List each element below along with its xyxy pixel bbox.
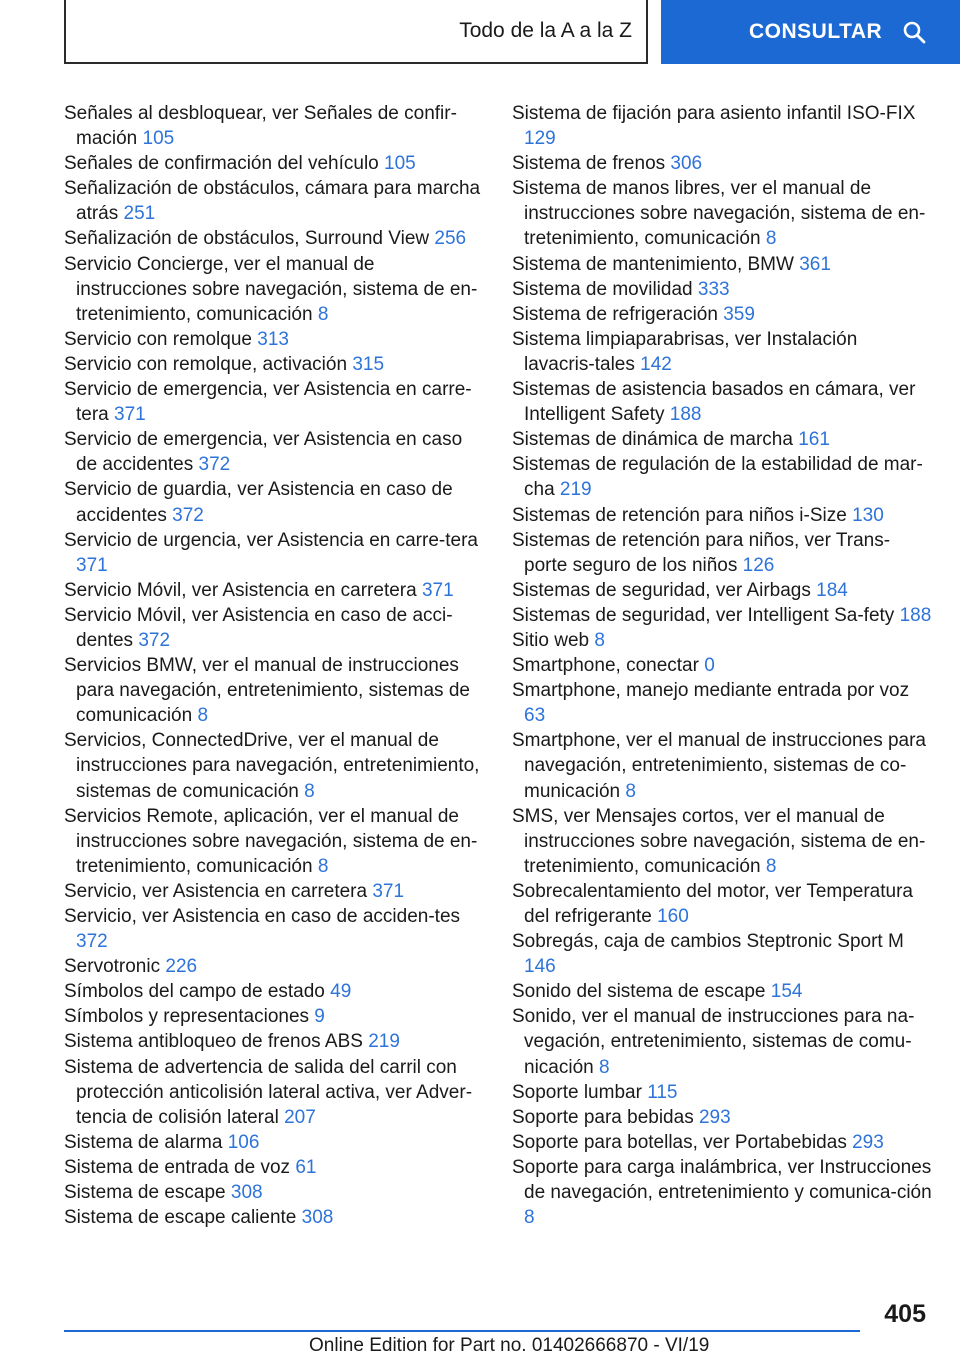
index-entry-text: Servicios, ConnectedDrive, ver el manual de instrucciones para navegación, entretenimiento, sistemas de comunicación bbox=[64, 730, 480, 802]
index-page-link[interactable]: 61 bbox=[295, 1156, 317, 1178]
index-entry-text: Soporte para botellas, ver Portabebidas bbox=[512, 1131, 847, 1153]
index-page-link[interactable]: 105 bbox=[384, 153, 416, 175]
index-page-link[interactable]: 306 bbox=[670, 153, 703, 175]
index-entry bbox=[512, 377, 932, 427]
index-entry-text: Sistema de escape caliente bbox=[64, 1207, 297, 1229]
index-entry-text: SMS, ver Mensajes cortos, ver el manual de instrucciones sobre navegación, sistema de en‐tretenimiento, comunicación bbox=[512, 805, 926, 877]
index-entry bbox=[64, 176, 482, 226]
index-page-link[interactable]: 293 bbox=[852, 1131, 884, 1153]
footer-edition-text: Online Edition for Part no. 01402666870 - VI/19 bbox=[309, 1335, 710, 1356]
index-entry bbox=[512, 252, 932, 277]
index-entry-text: Sistema de mantenimiento, BMW bbox=[512, 253, 794, 275]
index-entry bbox=[64, 427, 482, 477]
index-entry bbox=[512, 728, 932, 803]
index-page-link[interactable]: 8 bbox=[625, 780, 636, 802]
page-number: 405 bbox=[884, 1300, 926, 1328]
index-entry bbox=[512, 678, 932, 728]
index-page-link[interactable]: 8 bbox=[599, 1056, 610, 1078]
index-page-link[interactable]: 105 bbox=[142, 128, 175, 150]
index-page-link[interactable]: 129 bbox=[524, 128, 556, 150]
index-entry-text: Sobrecalentamiento del motor, ver Temperatura del refrigerante bbox=[512, 880, 913, 927]
index-entry-text: Sistema de refrigeración bbox=[512, 303, 718, 325]
index-page-link[interactable]: 308 bbox=[230, 1182, 263, 1204]
index-page-link[interactable]: 8 bbox=[524, 1207, 535, 1229]
index-page-link[interactable]: 371 bbox=[114, 404, 146, 426]
index-entry bbox=[64, 1180, 482, 1205]
index-page-link[interactable]: 8 bbox=[197, 705, 209, 727]
index-page-link[interactable]: 8 bbox=[765, 228, 777, 250]
index-page-link[interactable]: 188 bbox=[669, 404, 702, 426]
index-page-link[interactable]: 219 bbox=[559, 479, 592, 501]
index-entry-text: Símbolos del campo de estado bbox=[64, 981, 325, 1003]
index-entry bbox=[512, 979, 932, 1004]
index-page-link[interactable]: 115 bbox=[647, 1081, 678, 1103]
tab-a-to-z[interactable] bbox=[64, 0, 648, 64]
index-column-left bbox=[64, 101, 482, 1230]
tab-consult-label: CONSULTAR bbox=[749, 20, 883, 43]
index-entry bbox=[64, 578, 482, 603]
index-entry bbox=[64, 151, 482, 176]
tab-consult[interactable] bbox=[661, 0, 960, 64]
index-page-link[interactable]: 188 bbox=[899, 604, 932, 626]
index-page-link[interactable]: 256 bbox=[434, 228, 467, 250]
index-entry bbox=[64, 528, 482, 578]
index-entry bbox=[64, 477, 482, 527]
index-page-link[interactable]: 8 bbox=[304, 780, 315, 802]
index-entry-text: Soporte para bebidas bbox=[512, 1106, 694, 1128]
index-entry bbox=[512, 176, 932, 251]
index-page-link[interactable]: 207 bbox=[284, 1106, 316, 1128]
index-entry bbox=[512, 929, 932, 979]
index-entry bbox=[64, 252, 482, 327]
index-entry bbox=[512, 628, 932, 653]
index-entry-text: Servicios BMW, ver el manual de instrucciones para navegación, entretenimiento, sistemas de comunicación bbox=[64, 655, 470, 727]
index-entry bbox=[64, 1205, 482, 1230]
index-entry bbox=[512, 327, 932, 377]
index-entry bbox=[64, 327, 482, 352]
index-page-link[interactable]: 8 bbox=[317, 303, 329, 325]
index-entry-text: Servicios Remote, aplicación, ver el manual de instrucciones sobre navegación, sistema de en‐tretenimiento, comunicación bbox=[64, 805, 478, 877]
index-page-link[interactable]: 106 bbox=[227, 1131, 260, 1153]
index-entry-text: Servicio, ver Asistencia en caso de acciden‐tes bbox=[64, 906, 461, 927]
index-page-link[interactable]: 219 bbox=[368, 1031, 400, 1053]
index-entry bbox=[512, 503, 932, 528]
index-entry bbox=[64, 1004, 482, 1029]
index-entry-text: Sistema de fijación para asiento infantil ISO‐FIX bbox=[512, 103, 916, 124]
index-page-link[interactable]: 0 bbox=[704, 655, 715, 677]
index-page-link[interactable]: 146 bbox=[524, 956, 556, 978]
index-entry bbox=[64, 1055, 482, 1130]
footer-divider bbox=[64, 1330, 860, 1332]
index-entry bbox=[64, 728, 482, 803]
index-entry-text: Sistema de manos libres, ver el manual de instrucciones sobre navegación, sistema de en‐tretenimiento, comunicación bbox=[512, 178, 926, 250]
index-entry bbox=[512, 1155, 932, 1230]
index-entry-text: Smartphone, manejo mediante entrada por voz bbox=[512, 680, 910, 702]
index-page-link[interactable]: 359 bbox=[723, 303, 755, 325]
index-page-link[interactable]: 371 bbox=[76, 554, 108, 576]
index-page-link[interactable]: 372 bbox=[138, 629, 171, 651]
index-page-link[interactable]: 315 bbox=[352, 353, 385, 375]
index-entry-text: Señales de confirmación del vehículo bbox=[64, 153, 379, 175]
index-entry bbox=[512, 1105, 932, 1130]
index-page-link[interactable]: 371 bbox=[372, 880, 405, 902]
index-entry bbox=[512, 452, 932, 502]
index-entry-text: Sistema limpiaparabrisas, ver Instalación lavacris‐tales bbox=[512, 328, 858, 375]
index-entry-text: Servicio de urgencia, ver Asistencia en carre‐tera bbox=[64, 529, 478, 551]
index-page-link[interactable]: 8 bbox=[594, 629, 605, 651]
index-entry-text: Sistema de frenos bbox=[512, 153, 666, 175]
index-entry-text: Servicio, ver Asistencia en carretera bbox=[64, 880, 368, 902]
index-entry bbox=[512, 578, 932, 603]
index-entry-text: Sonido, ver el manual de instrucciones para na‐vegación, entretenimiento, sistemas de comu‐nicación bbox=[512, 1006, 915, 1078]
index-entry-text: Servicio Concierge, ver el manual de instrucciones sobre navegación, sistema de en‐tretenimiento, comunicación bbox=[64, 253, 478, 325]
index-entry-text: Soporte lumbar bbox=[512, 1081, 642, 1103]
index-entry bbox=[64, 1155, 482, 1180]
index-entry-text: Smartphone, ver el manual de instrucciones para navegación, entretenimiento, sistemas de co‐municación bbox=[512, 730, 927, 802]
index-entry-text: Sistemas de retención para niños, ver Trans‐porte seguro de los niños bbox=[512, 529, 891, 576]
index-page-link[interactable]: 372 bbox=[172, 504, 204, 526]
index-page-link[interactable]: 251 bbox=[123, 203, 156, 225]
index-entry-text: Símbolos y representaciones bbox=[64, 1006, 310, 1028]
index-entry bbox=[64, 954, 482, 979]
index-entry bbox=[64, 1130, 482, 1155]
index-entry bbox=[64, 101, 482, 151]
search-icon bbox=[902, 20, 926, 44]
index-entry-text: Sobregás, caja de cambios Steptronic Sport M bbox=[512, 931, 904, 953]
index-entry-text: Servicio con remolque, activación bbox=[64, 353, 348, 375]
index-entry-text: Sistemas de seguridad, ver Airbags bbox=[512, 579, 811, 601]
index-entry bbox=[64, 226, 482, 251]
index-entry-text: Sistema de advertencia de salida del carril con protección anticolisión lateral activa, ver Adver‐tencia de colisión lateral bbox=[64, 1056, 473, 1128]
index-entry bbox=[64, 377, 482, 427]
index-page-link[interactable]: 308 bbox=[301, 1207, 334, 1229]
index-entry-text: Sistema de movilidad bbox=[512, 278, 693, 300]
index-entry bbox=[512, 277, 932, 302]
index-page-link[interactable]: 184 bbox=[816, 579, 848, 601]
index-entry-text: Sistemas de dinámica de marcha bbox=[512, 429, 793, 451]
index-entry-text: Servicio de emergencia, ver Asistencia en caso de accidentes bbox=[64, 429, 463, 476]
index-entry bbox=[512, 528, 932, 578]
index-page-link[interactable]: 154 bbox=[770, 981, 803, 1003]
index-entry bbox=[64, 653, 482, 728]
index-page-link[interactable]: 333 bbox=[697, 278, 730, 300]
index-page-link[interactable]: 161 bbox=[798, 429, 830, 451]
index-page-link[interactable]: 226 bbox=[165, 956, 198, 978]
index-entry-text: Sistemas de seguridad, ver Intelligent Sa‐fety bbox=[512, 604, 895, 626]
index-entry bbox=[64, 1029, 482, 1054]
index-entry bbox=[512, 653, 932, 678]
index-entry-text: Sistemas de asistencia basados en cámara, ver Intelligent Safety bbox=[512, 379, 916, 426]
index-entry bbox=[64, 879, 482, 904]
index-entry-text: Sistemas de retención para niños i-Size bbox=[512, 504, 847, 526]
index-page-link[interactable]: 371 bbox=[421, 579, 454, 601]
index-page-link[interactable]: 130 bbox=[852, 504, 884, 526]
index-entry bbox=[512, 1130, 932, 1155]
index-entry-text: Servicio Móvil, ver Asistencia en carretera bbox=[64, 579, 417, 601]
index-entry-text: Señalización de obstáculos, Surround View bbox=[64, 228, 430, 250]
tab-a-to-z-label: Todo de la A a la Z bbox=[459, 19, 632, 42]
index-page-link[interactable]: 361 bbox=[799, 253, 831, 275]
index-page-link[interactable]: 9 bbox=[314, 1006, 325, 1028]
index-entry-text: Servicio Móvil, ver Asistencia en caso de acci‐dentes bbox=[64, 604, 453, 651]
index-entry-text: Sonido del sistema de escape bbox=[512, 981, 766, 1003]
index-entry bbox=[512, 879, 932, 929]
index-entry-text: Soporte para carga inalámbrica, ver Instrucciones de navegación, entretenimiento y comunica‐ción bbox=[512, 1156, 932, 1204]
index-entry-text: Sitio web bbox=[512, 629, 590, 651]
index-page-link[interactable]: 372 bbox=[76, 931, 108, 953]
index-entry bbox=[512, 151, 932, 176]
index-page-link[interactable]: 126 bbox=[742, 554, 775, 576]
index-entry bbox=[64, 603, 482, 653]
index-entry bbox=[512, 101, 932, 151]
index-entry-text: Sistema de escape bbox=[64, 1182, 226, 1204]
index-page-link[interactable]: 49 bbox=[330, 981, 352, 1003]
index-page-link[interactable]: 313 bbox=[257, 328, 289, 350]
index-page-link[interactable]: 160 bbox=[657, 906, 689, 927]
index-entry-text: Sistema antibloqueo de frenos ABS bbox=[64, 1031, 363, 1053]
index-page-link[interactable]: 8 bbox=[765, 855, 777, 877]
index-entry bbox=[64, 352, 482, 377]
index-entry-text: Smartphone, conectar bbox=[512, 655, 705, 677]
index-entry bbox=[512, 804, 932, 879]
index-page-link[interactable]: 8 bbox=[317, 855, 329, 877]
index-entry bbox=[512, 603, 932, 628]
index-entry-text: Servotronic bbox=[64, 956, 161, 978]
index-entry bbox=[512, 302, 932, 327]
index-entry-text: Señalización de obstáculos, cámara para marcha atrás bbox=[64, 178, 481, 225]
index-entry bbox=[512, 1004, 932, 1079]
index-page-link[interactable]: 372 bbox=[198, 454, 231, 476]
index-entry bbox=[512, 427, 932, 452]
index-entry-text: Señales al desbloquear, ver Señales de confir‐mación bbox=[64, 103, 457, 150]
index-entry bbox=[64, 979, 482, 1004]
index-entry bbox=[64, 904, 482, 954]
index-entry-text: Sistema de entrada de voz bbox=[64, 1156, 291, 1178]
index-entry-text: Servicio de emergencia, ver Asistencia en carre‐tera bbox=[64, 379, 472, 426]
index-entry bbox=[512, 1080, 932, 1105]
index-entry-text: Sistema de alarma bbox=[64, 1131, 223, 1153]
index-entry-text: Servicio con remolque bbox=[64, 328, 252, 350]
index-page-link[interactable]: 63 bbox=[524, 705, 546, 727]
index-entry bbox=[64, 804, 482, 879]
index-column-right bbox=[512, 101, 932, 1230]
index-entry-text: Sistemas de regulación de la estabilidad de mar‐cha bbox=[512, 454, 923, 501]
index-page-link[interactable]: 142 bbox=[640, 353, 672, 375]
index-page-link[interactable]: 293 bbox=[698, 1106, 731, 1128]
index-entry-text: Servicio de guardia, ver Asistencia en caso de accidentes bbox=[64, 479, 453, 526]
